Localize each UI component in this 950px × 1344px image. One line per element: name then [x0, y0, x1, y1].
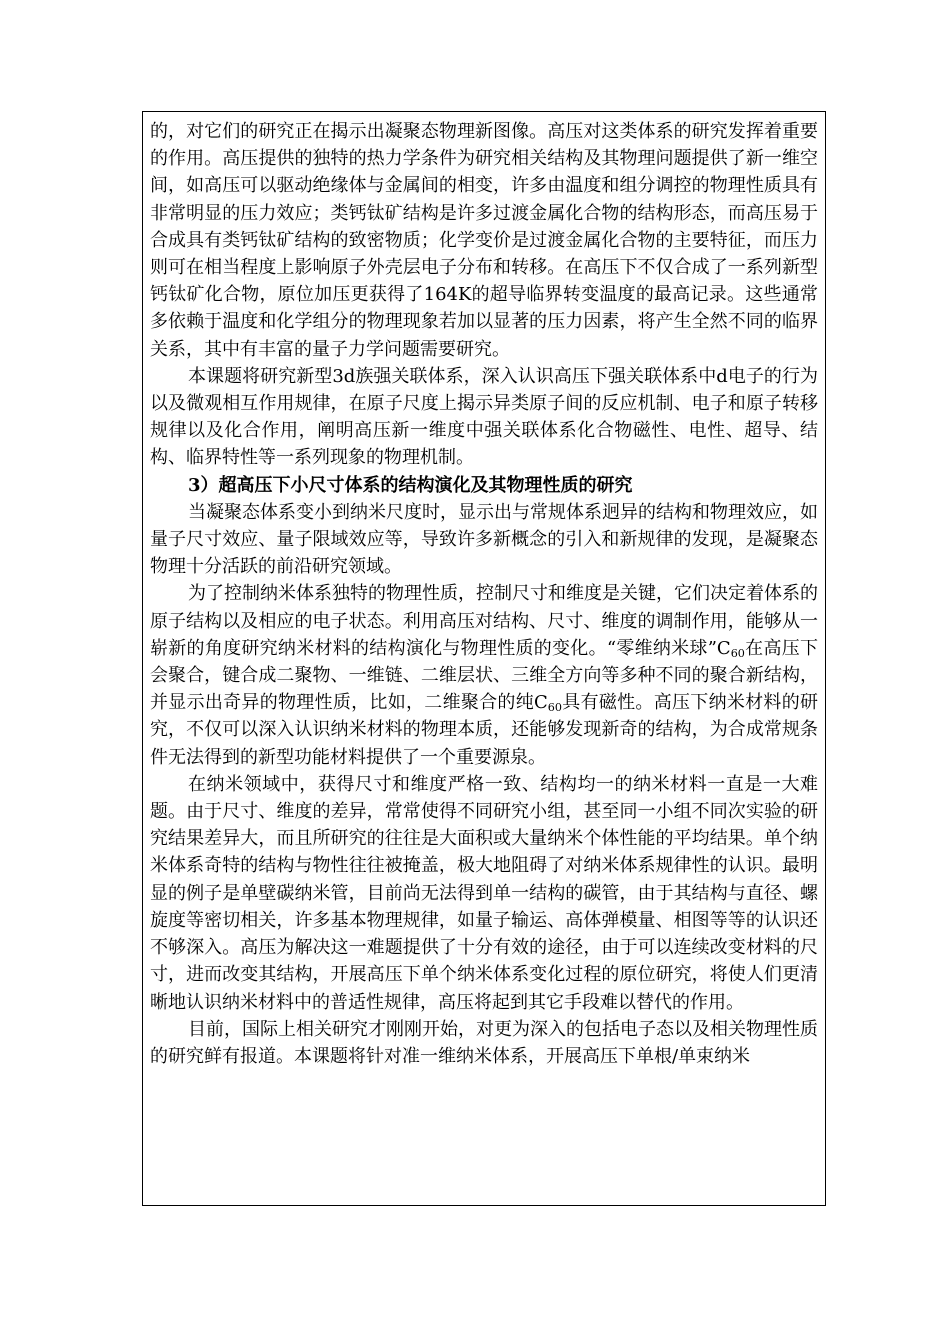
- c60-text-part1: 为了控制纳米体系独特的物理性质，控制尺寸和维度是关键，它们决定着体系的原子结构以及相应的电子状态。利用高压对结构、尺寸、维度的调制作用，能够从一崭新的角度研究纳米材料的结构演化与物理性质的变化。“零维纳米球”: [150, 583, 818, 659]
- c60-text-part3: 具有磁性。高压下纳米材料的研究，不仅可以深入认识纳米材料的物理本质，还能够发现新奇的结构，为合成常规条件无法得到的新型功能材料提供了一个重要源泉。: [150, 692, 819, 768]
- c60-formula-2: $C_{60}$: [534, 692, 562, 715]
- section-heading: 3）超高压下小尺寸体系的结构演化及其物理性质的研究: [188, 474, 633, 496]
- paragraph-continuation: 的，对它们的研究正在揭示出凝聚态物理新图像。高压对这类体系的研究发挥着重要的作用。高压提供的独特的热力学条件为研究相关结构及其物理问题提供了新一维空间，如高压可以驱动绝缘体与金属间的相变，许多由温度和组分调控的物理性质具有非常明显的压力效应；类钙钛矿结构是许多过渡金属化合物的结构形态，而高压易于合成具有类钙钛矿结构的致密物质；化学变价是过渡金属化合物的主要特征，而压力则可在相当程度上影响原子外壳层电子分布和转移。在高压下不仅合成了一系列新型钙钛矿化合物，原位加压更获得了164K的超导临界转变温度的最高记录。这些通常多依赖于温度和化学组分的物理现象若加以显著的压力因素，将产生全然不同的临界关系，其中有丰富的量子力学问题需要研究。: [150, 121, 818, 360]
- c60-formula: $C_{60}$: [716, 637, 745, 660]
- paragraph-nanoscale-intro: 当凝聚态体系变小到纳米尺度时，显示出与常规体系迥异的结构和物理效应，如量子尺寸效应、量子限域效应等，导致许多新概念的引入和新规律的发现，是凝聚态物理十分活跃的前沿研究领域。: [150, 501, 818, 578]
- document-body: [150, 118, 818, 1070]
- paragraph-nanomaterial-uniformity: 在纳米领域中，获得尺寸和维度严格一致、结构均一的纳米材料一直是一大难题。由于尺寸、维度的差异，常常使得不同研究小组，甚至同一小组不同次实验的研究结果差异大，而且所研究的往往是大面积或大量纳米个体性能的平均结果。单个纳米体系奇特的结构与物性往往被掩盖，极大地阻碍了对纳米体系规律性的认识。最明显的例子是单壁碳纳米管，目前尚无法得到单一结构的碳管，由于其结构与直径、螺旋度等密切相关，许多基本物理规律，如量子输运、高体弹模量、相图等等的认识还不够深入。高压为解决这一难题提供了十分有效的途径，由于可以连续改变材料的尺寸，进而改变其结构，开展高压下单个纳米体系变化过程的原位研究，将使人们更清晰地认识纳米材料中的普适性规律，高压将起到其它手段难以替代的作用。: [150, 773, 818, 1013]
- paragraph-strongly-correlated: 本课题将研究新型3d族强关联体系，深入认识高压下强关联体系中d电子的行为以及微观相互作用规律，在原子尺度上揭示异类原子间的反应机制、电子和原子转移规律以及化合作用，阐明高压新一维度中强关联体系化合物磁性、电性、超导、结构、临界特性等一系列现象的物理机制。: [150, 365, 818, 469]
- paragraph-current-research: 目前，国际上相关研究才刚刚开始，对更为深入的包括电子态以及相关物理性质的研究鲜有报道。本课题将针对准一维纳米体系，开展高压下单根/单束纳米: [150, 1018, 818, 1067]
- paragraph-c60: [150, 580, 818, 770]
- c60-text-part2: 在高压下会聚合，键合成二聚物、一维链、二维层状、三维全方向等多种不同的聚合新结构，并显示出奇异的物理性质，比如，二维聚合的纯: [150, 637, 819, 714]
